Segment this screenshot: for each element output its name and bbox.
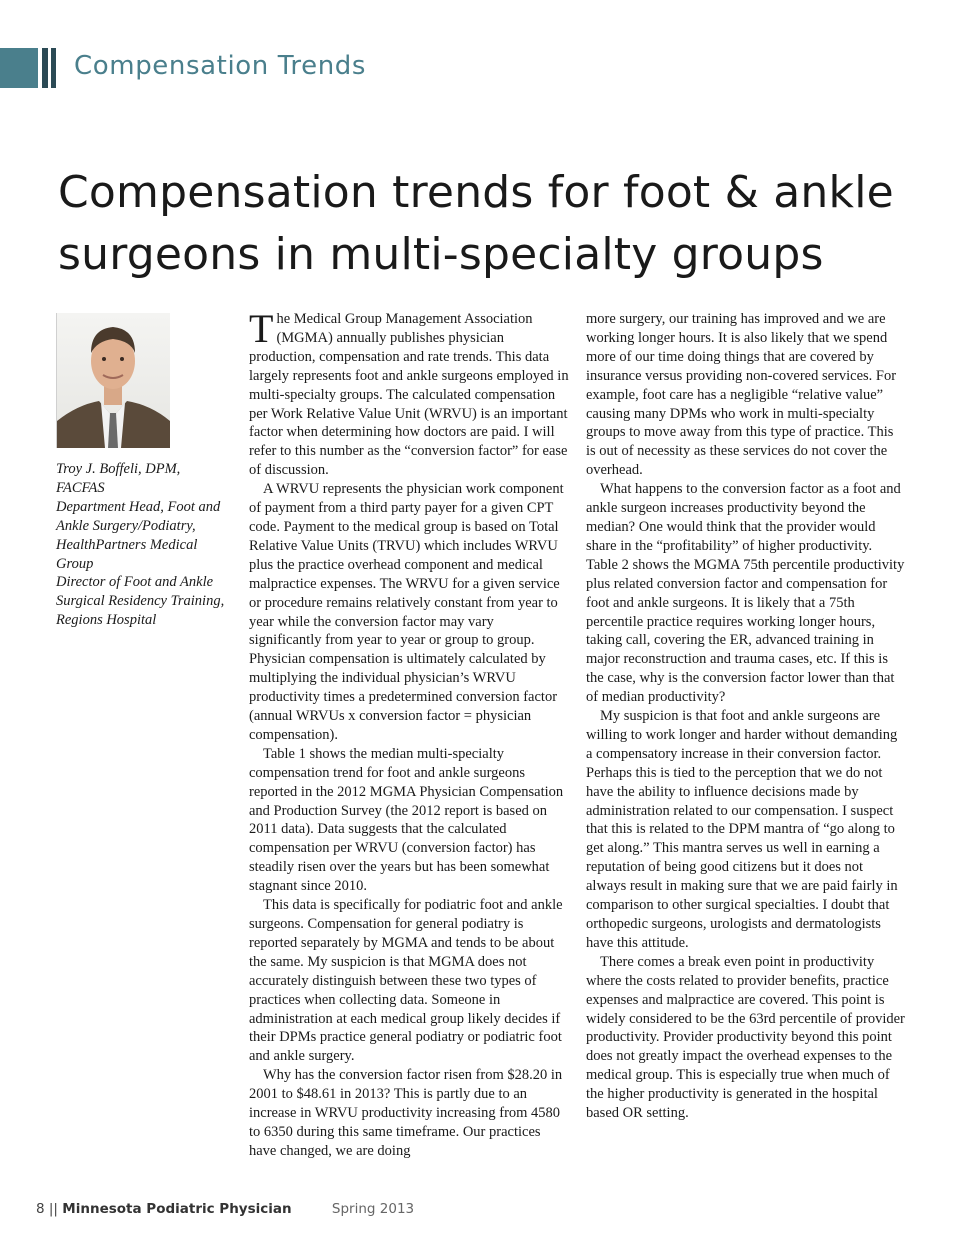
article-column-1 bbox=[249, 306, 569, 1161]
author-title: Department Head, Foot and bbox=[56, 498, 221, 515]
paragraph bbox=[249, 306, 569, 480]
paragraph: My suspicion is that foot and ankle surgeons are willing to work longer and harder without demanding a compensatory increase in their conversion factor. Perhaps this is tied to the perception that we do not have the ability to influence decisions made by administration related to our compensation. I suspect that this is related to the DPM mantra of “go along to get along.” This mantra serves us well in earning a reputation of being good citizens but it does not always result in making sure that we are paid fairly in comparison to other surgical specialties. I doubt that orthopedic surgeons, urologists and dermatologists have this attitude. bbox=[586, 708, 898, 951]
section-title: Compensation Trends bbox=[74, 51, 367, 81]
paragraph: Why has the conversion factor risen from $28.20 in 2001 to $48.61 in 2013? This is partly due to an increase in WRVU productivity increasing from 4580 to 6350 during this same timeframe. Our practices have changed, we are doing bbox=[249, 1067, 563, 1159]
author-portrait-image bbox=[57, 313, 170, 448]
author-title: Director of Foot and Ankle bbox=[56, 574, 214, 591]
author-title: Surgical Residency Training, bbox=[56, 593, 225, 610]
paragraph: more surgery, our training has improved and we are working longer hours. It is also likely that we spend more of our time doing things that are covered by insurance versus providing non-covered services. For example, foot care has a negligible “relative value” causing many DPMs who work in multi-specialty groups to move away from this type of practice. This is out of necessity as these services do not cover the overhead. bbox=[586, 311, 897, 479]
article-title-line: Compensation trends for foot & ankle bbox=[58, 167, 894, 218]
drop-cap: T bbox=[249, 306, 274, 351]
author-bio bbox=[56, 460, 236, 630]
paragraph: This data is specifically for podiatric foot and ankle surgeons. Compensation for general podiatry is reported separately by MGMA and tends to be about the same. My suspicion is that MGMA does not accurately distinguish between these two types of practices when collecting data. Someone in administration at each medical group likely decides if their DPMs practice general podiatry or podiatric foot and ankle surgery. bbox=[249, 897, 563, 1065]
author-credentials: FACFAS bbox=[56, 479, 105, 496]
issue-date: Spring 2013 bbox=[331, 1201, 415, 1217]
article-title bbox=[58, 162, 938, 286]
author-photo bbox=[56, 313, 170, 448]
page-number: 8 || bbox=[36, 1201, 58, 1217]
paragraph: Table 1 shows the median multi-specialty compensation trend for foot and ankle surgeons reported in the 2012 MGMA Physician Compensation and Production Survey (the 2012 report is based on 2011 data). Data suggests that the calculated compensation per WRVU (conversion factor) has steadily risen over the years but has been somewhat stagnant since 2010. bbox=[249, 745, 564, 895]
article-column-2 bbox=[586, 310, 906, 1123]
page-footer bbox=[36, 1201, 414, 1217]
author-title: Ankle Surgery/Podiatry, bbox=[56, 517, 196, 534]
section-divider-bar bbox=[51, 48, 56, 88]
author-organization: Regions Hospital bbox=[56, 612, 157, 629]
article-title-line: surgeons in multi-specialty groups bbox=[58, 229, 824, 280]
section-header bbox=[0, 48, 400, 88]
author-organization: Group bbox=[56, 555, 94, 572]
paragraph: What happens to the conversion factor as a foot and ankle surgeon increases productivity beyond the median? One would think that the provider would share in the “profitability” of higher productivity. Table 2 shows the MGMA 75th percentile productivity plus related conversion factor and compensation for foot and ankle surgeons. It is likely that a 75th percentile practice requires working longer hours, taking call, covering the ER, advanced training in major reconstruction and trauma cases, etc. If this is the case, why is the conversion factor lower than that of median productivity? bbox=[586, 481, 905, 706]
paragraph-text: he Medical Group Management Association (MGMA) annually publishes physician production, compensation and rate trends. This data largely represents foot and ankle surgeons employed in multi-specialty groups. The calculated compensation per Work Relative Value Unit (WRVU) is an important factor when determining how doctors are paid. I will refer to this number as the “conversion factor” for ease of discussion. bbox=[249, 311, 569, 479]
author-name: Troy J. Boffeli, DPM, bbox=[56, 461, 181, 477]
publication-name: Minnesota Podiatric Physician bbox=[62, 1201, 292, 1217]
author-organization: HealthPartners Medical bbox=[56, 536, 198, 553]
section-color-block bbox=[0, 48, 38, 88]
section-divider-bar bbox=[42, 48, 48, 88]
paragraph: There comes a break even point in productivity where the costs related to provider benefits, practice expenses and malpractice are covered. This point is widely considered to be the 63rd percentile of provider productivity. Provider productivity beyond this point does not greatly impact the overhead expenses to the medical group. This is especially true when much of the higher productivity is generated in the hospital based OR setting. bbox=[586, 953, 905, 1122]
paragraph: A WRVU represents the physician work component of payment from a third party payer for a given CPT code. Payment to the medical group is based on Total Relative Value Units (TRVU) which includes WRVU plus the practice overhead component and medical malpractice expenses. The WRVU for a given service or procedure remains relatively constant from year to year while the conversion factor may vary significantly from year to year or group to group. Physician compensation is ultimately calculated by multiplying the individual physician’s WRVU productivity times a predetermined conversion factor (annual WRVUs x conversion factor = physician compensation). bbox=[249, 481, 564, 743]
